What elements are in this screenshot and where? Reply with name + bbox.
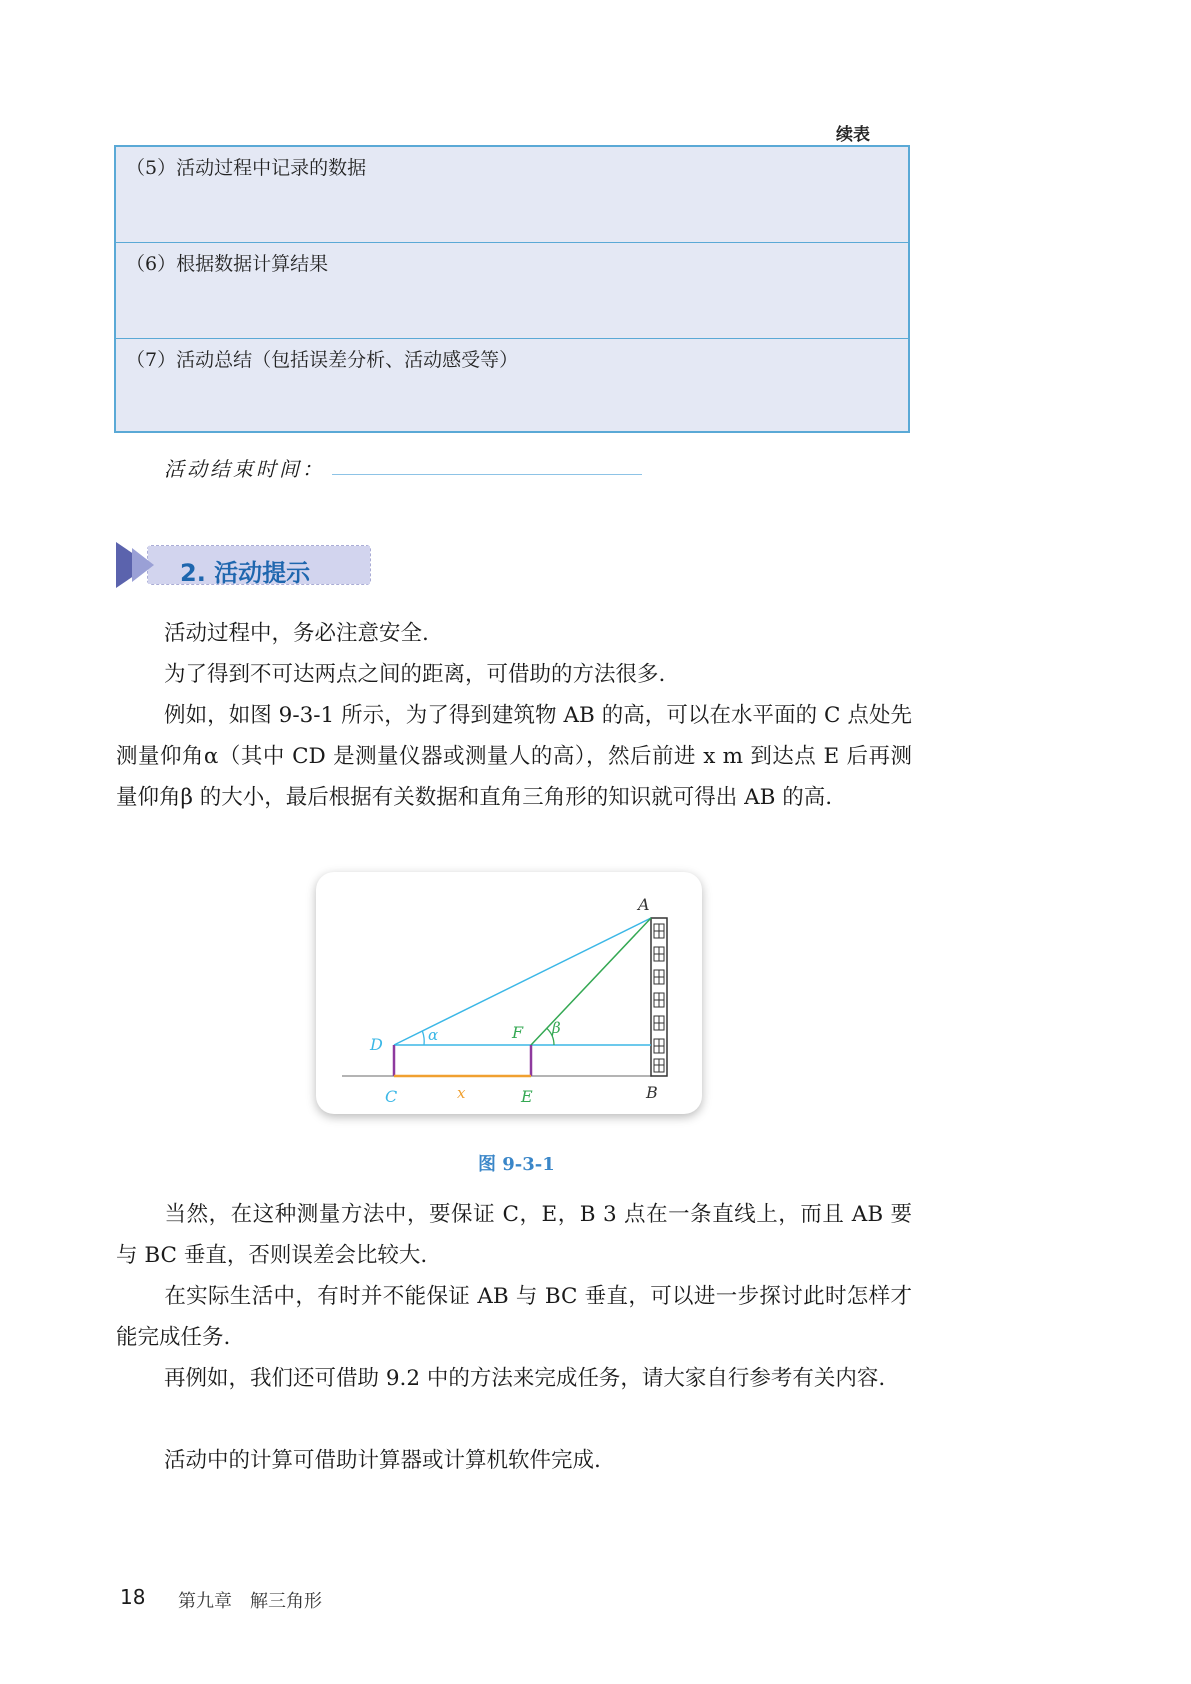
continued-label: 续表: [836, 125, 870, 145]
paragraph: [116, 613, 912, 654]
paragraph-text: 在实际生活中，有时并不能保证 AB 与 BC 垂直，可以进一步探讨此时怎样才能完成任务.: [116, 1284, 912, 1350]
record-table: [114, 145, 910, 433]
label-alpha: α: [428, 1026, 439, 1044]
paragraph: [116, 1440, 912, 1481]
end-time-label: 活动结束时间：: [164, 457, 325, 481]
section-title: 2. 活动提示: [180, 559, 311, 587]
paragraph-text: 再例如，我们还可借助 9.2 中的方法来完成任务，请大家自行参考有关内容.: [164, 1366, 886, 1391]
label-e: E: [521, 1087, 533, 1106]
label-d: D: [370, 1035, 383, 1054]
figure-diagram: [316, 872, 702, 1114]
paragraph-text: 为了得到不可达两点之间的距离，可借助的方法很多.: [164, 662, 666, 687]
table-row-label: （5）活动过程中记录的数据: [126, 157, 367, 179]
table-row: [116, 339, 908, 435]
paragraph: [116, 1194, 912, 1276]
page-number: 18: [120, 1585, 146, 1609]
paragraph-text: 例如，如图 9-3-1 所示，为了得到建筑物 AB 的高，可以在水平面的 C 点处先测量仰角α（其中 CD 是测量仪器或测量人的高），然后前进 x m 到达点 E 后再测量仰角β 的大小，最后根据有关数据和直角三角形的知识就可得出 AB 的高.: [116, 703, 912, 810]
chapter-title: 第九章 解三角形: [178, 1591, 322, 1612]
label-a: A: [638, 895, 650, 914]
paragraph-text: 当然，在这种测量方法中，要保证 C，E，B 3 点在一条直线上，而且 AB 要与 BC 垂直，否则误差会比较大.: [116, 1202, 912, 1268]
paragraph: [116, 1276, 912, 1358]
table-row-label: （6）根据数据计算结果: [126, 253, 329, 275]
label-f: F: [512, 1023, 524, 1042]
paragraph: [116, 654, 912, 695]
table-row: [116, 147, 908, 243]
angle-alpha-arc: [423, 1032, 425, 1046]
table-row-label: （7）活动总结（包括误差分析、活动感受等）: [126, 349, 519, 371]
sight-line-fa: [531, 918, 651, 1045]
label-beta: β: [552, 1019, 561, 1037]
label-b: B: [646, 1083, 658, 1102]
figure-card: [316, 872, 702, 1114]
paragraph-text: 活动中的计算可借助计算器或计算机软件完成.: [164, 1448, 601, 1473]
paragraph: [116, 695, 912, 818]
label-c: C: [385, 1087, 398, 1106]
figure-caption: 图 9-3-1: [478, 1154, 555, 1175]
end-time-blank: [332, 474, 642, 475]
paragraph-text: 活动过程中，务必注意安全.: [164, 621, 429, 646]
paragraph: [116, 1358, 912, 1399]
table-row: [116, 243, 908, 339]
label-x: x: [457, 1084, 466, 1102]
